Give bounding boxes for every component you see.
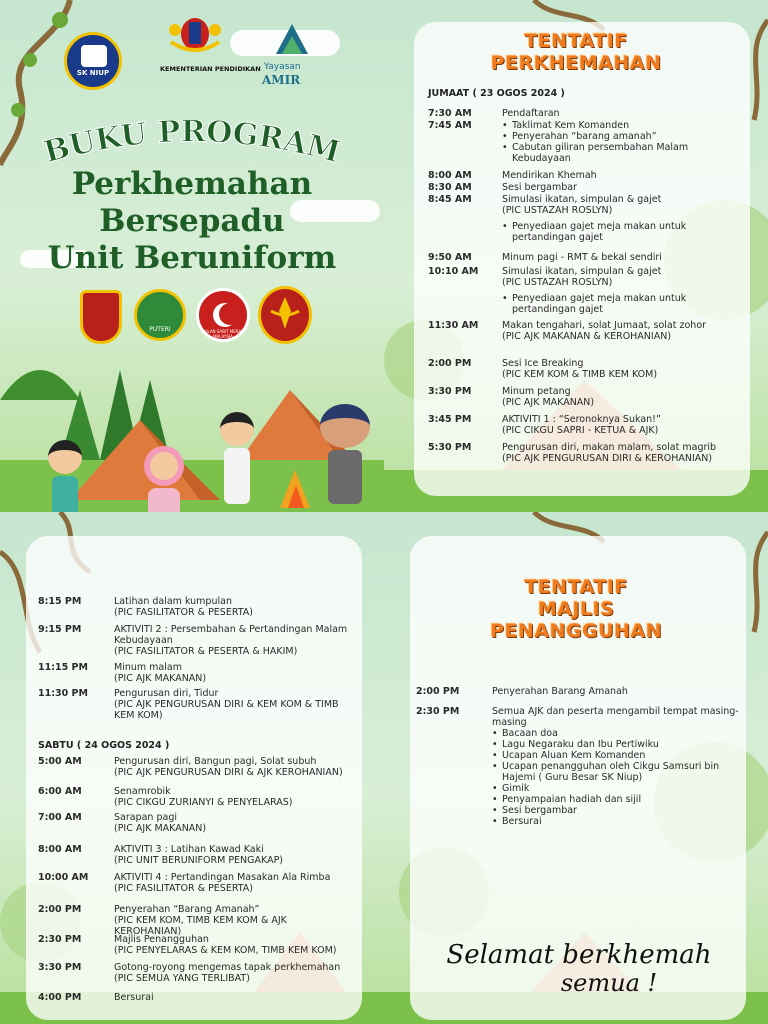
activity-text: Pengurusan diri, makan malam, solat magrib <box>502 442 717 453</box>
activity-bullets <box>502 120 734 164</box>
schedule-description <box>114 756 354 778</box>
schedule-time: 2:30 PM <box>416 706 460 717</box>
child-figure <box>320 404 370 508</box>
person-in-charge: (PIC CIKGU ZURIANYI & PENYELARAS) <box>114 797 293 808</box>
schedule-description <box>502 386 734 408</box>
person-in-charge: (PIC FASILITATOR & PESERTA) <box>114 883 254 894</box>
activity-text: Penyerahan “Barang Amanah” <box>114 904 260 915</box>
bullet-item: • Sesi bergambar <box>492 805 742 816</box>
bullet-item: • Lagu Negaraku dan Ibu Pertiwiku <box>492 739 742 750</box>
activity-bullets <box>492 728 742 827</box>
activity-text: Minum pagi - RMT & bekal sendiri <box>502 252 662 263</box>
bullet-item: • Gimik <box>492 783 742 794</box>
closing-message: Selamat berkhemah semua ! <box>446 940 712 997</box>
schedule-time: 2:00 PM <box>428 358 472 369</box>
schedule-time: 9:15 PM <box>38 624 82 635</box>
schedule-time: 6:00 AM <box>38 786 82 797</box>
title-line-3: Bersepadu <box>99 203 285 239</box>
person-in-charge: (PIC FASILITATOR & PESERTA) <box>114 607 254 618</box>
person-in-charge: (PIC FASILITATOR & PESERTA & HAKIM) <box>114 646 298 657</box>
activity-text: Pengurusan diri, Bangun pagi, Solat subuh <box>114 756 317 767</box>
kementerian-crest-icon <box>165 12 225 56</box>
person-in-charge: (PIC AJK MAKANAN) <box>502 397 595 408</box>
schedule-description <box>114 596 354 618</box>
schedule-time: 8:00 AM <box>428 170 472 181</box>
activity-text: AKTIVITI 4 : Pertandingan Masakan Ala Rimba <box>114 872 331 883</box>
schedule-description <box>502 320 734 342</box>
person-in-charge: (PIC PENYELARAS & KEM KOM, TIMB KEM KOM) <box>114 945 337 956</box>
activity-text: AKTIVITI 2 : Persembahan & Pertandingan Malam Kebudayaan <box>114 624 348 646</box>
person-in-charge: (PIC UNIT BERUNIFORM PENGAKAP) <box>114 855 284 866</box>
schedule-time: 7:30 AM <box>428 108 472 119</box>
activity-text: AKTIVITI 1 : “Seronoknya Sukan!” <box>502 414 661 425</box>
schedule-time: 7:45 AM <box>428 120 472 131</box>
schedule-time: 3:30 PM <box>38 962 82 973</box>
person-in-charge: (PIC SEMUA YANG TERLIBAT) <box>114 973 250 984</box>
schedule-time: 7:00 AM <box>38 812 82 823</box>
schedule-time: 3:45 PM <box>428 414 472 425</box>
schedule-description <box>114 812 354 834</box>
schedule-page-friday <box>384 0 768 512</box>
activity-bullets <box>502 221 734 243</box>
activity-text: Mendirikan Khemah <box>502 170 597 181</box>
person-in-charge: (PIC USTAZAH ROSLYN) <box>502 205 613 216</box>
bullet-item: • Bersurai <box>492 816 742 827</box>
activity-text: Pengurusan diri, Tidur <box>114 688 219 699</box>
activity-text: Minum malam <box>114 662 182 673</box>
schedule-description <box>114 786 354 808</box>
schedule-description <box>502 108 734 119</box>
activity-text: Sesi bergambar <box>502 182 577 193</box>
pandu-puteri-badge-icon <box>80 290 122 344</box>
activity-text: Sesi Ice Breaking <box>502 358 584 369</box>
person-in-charge: (PIC CIKGU SAPRI - KETUA & AJK) <box>502 425 659 436</box>
bullet-item: • Penyampaian hadiah dan sijil <box>492 794 742 805</box>
schedule-description <box>492 686 742 697</box>
child-figure <box>220 412 254 512</box>
schedule-description <box>502 414 734 436</box>
yayasan-amir-logo: Yayasan AMIR <box>262 22 322 92</box>
cover-title <box>0 120 384 277</box>
ceremony-title: TENTATIF MAJLIS PENANGGUHAN <box>489 576 663 642</box>
schedule-description <box>502 170 734 181</box>
activity-bullets <box>502 293 734 315</box>
schedule-time: 2:00 PM <box>416 686 460 697</box>
schedule-page-saturday <box>0 512 384 1024</box>
activity-text: Semua AJK dan peserta mengambil tempat masing-masing <box>492 706 739 728</box>
schedule-time: 8:45 AM <box>428 194 472 205</box>
person-in-charge: (PIC AJK PENGURUSAN DIRI & AJK KEROHANIAN) <box>114 767 343 778</box>
schedule-description <box>114 844 354 866</box>
schedule-description <box>502 266 734 315</box>
schedule-description <box>114 962 354 984</box>
schedule-description <box>114 904 354 937</box>
activity-text: Bersurai <box>114 992 154 1003</box>
bulan-sabit-merah-badge: BULAN SABIT MERAH MALAYSIA <box>196 288 250 342</box>
activity-text: Simulasi ikatan, simpulan & gajet <box>502 194 662 205</box>
schedule-time: 11:30 AM <box>428 320 479 331</box>
activity-text: Penyerahan Barang Amanah <box>492 686 628 697</box>
activity-text: Sarapan pagi <box>114 812 177 823</box>
day-heading: JUMAAT ( 23 OGOS 2024 ) <box>428 88 565 99</box>
schedule-description <box>114 872 354 894</box>
schedule-description <box>502 442 734 464</box>
schedule-description <box>114 934 354 956</box>
bullet-item: • Penyediaan gajet meja makan untuk pertandingan gajet <box>502 221 734 243</box>
person-in-charge: (PIC AJK MAKANAN & KEROHANIAN) <box>502 331 672 342</box>
person-in-charge: (PIC AJK PENGURUSAN DIRI & KEM KOM & TIMB KEM KOM) <box>114 699 339 721</box>
sk-niup-logo: SK NIUP <box>64 32 122 90</box>
person-in-charge: (PIC AJK MAKANAN) <box>114 673 207 684</box>
child-figure <box>48 440 82 512</box>
schedule-time: 5:30 PM <box>428 442 472 453</box>
schedule-time: 5:00 AM <box>38 756 82 767</box>
schedule-description <box>502 194 734 243</box>
person-in-charge: (PIC KEM KOM, TIMB KEM KOM & AJK KEROHANIAN) <box>114 915 287 937</box>
schedule-description <box>492 706 742 827</box>
activity-text: Gotong-royong mengemas tapak perkhemahan <box>114 962 341 973</box>
schedule-time: 8:30 AM <box>428 182 472 193</box>
puteri-islam-badge: PUTERI <box>134 289 186 341</box>
bullet-item: • Cabutan giliran persembahan Malam Kebudayaan <box>502 142 734 164</box>
activity-text: Minum petang <box>502 386 571 397</box>
schedule-description <box>114 624 354 657</box>
activity-text: Majlis Penangguhan <box>114 934 209 945</box>
activity-text: Senamrobik <box>114 786 171 797</box>
schedule-description <box>502 252 734 263</box>
schedule-description <box>502 358 734 380</box>
schedule-time: 4:00 PM <box>38 992 82 1003</box>
bullet-item: • Penyerahan “barang amanah” <box>502 131 734 142</box>
closing-ceremony-page <box>384 512 768 1024</box>
pengakap-badge-icon <box>258 286 312 344</box>
activity-text: Latihan dalam kumpulan <box>114 596 232 607</box>
bullet-item: • Penyediaan gajet meja makan untuk pertandingan gajet <box>502 293 734 315</box>
schedule-time: 2:30 PM <box>38 934 82 945</box>
activity-text: Pendaftaran <box>502 108 560 119</box>
schedule-time: 9:50 AM <box>428 252 472 263</box>
day-heading: SABTU ( 24 OGOS 2024 ) <box>38 740 170 751</box>
bullet-item: • Bacaan doa <box>492 728 742 739</box>
schedule-description <box>114 688 354 721</box>
title-arc <box>0 120 384 166</box>
title-line-4: Unit Beruniform <box>47 240 337 276</box>
svg-text:BUKU PROGRAM: BUKU PROGRAM <box>40 120 344 166</box>
activity-text: AKTIVITI 3 : Latihan Kawad Kaki <box>114 844 264 855</box>
schedule-time: 3:30 PM <box>428 386 472 397</box>
schedule-description <box>114 992 354 1003</box>
activity-text: Makan tengahari, solat Jumaat, solat zohor <box>502 320 707 331</box>
schedule-time: 8:15 PM <box>38 596 82 607</box>
title-line-2: Perkhemahan <box>71 166 313 202</box>
activity-text: Simulasi ikatan, simpulan & gajet <box>502 266 662 277</box>
person-in-charge: (PIC USTAZAH ROSLYN) <box>502 277 613 288</box>
person-in-charge: (PIC AJK MAKANAN) <box>114 823 207 834</box>
bullet-item: • Ucapan penangguhan oleh Cikgu Samsuri bin Hajemi ( Guru Besar SK Niup) <box>492 761 742 783</box>
bullet-item: • Taklimat Kem Komanden <box>502 120 734 131</box>
kementerian-label: KEMENTERIAN PENDIDIKAN <box>160 65 261 73</box>
schedule-time: 10:10 AM <box>428 266 479 277</box>
person-in-charge: (PIC AJK PENGURUSAN DIRI & KEROHANIAN) <box>502 453 713 464</box>
person-in-charge: (PIC KEM KOM & TIMB KEM KOM) <box>502 369 658 380</box>
child-figure <box>144 446 184 512</box>
schedule-title: TENTATIF PERKHEMAHAN <box>490 30 662 74</box>
schedule-time: 2:00 PM <box>38 904 82 915</box>
bullet-item: • Ucapan Aluan Kem Komanden <box>492 750 742 761</box>
schedule-time: 10:00 AM <box>38 872 89 883</box>
schedule-time: 8:00 AM <box>38 844 82 855</box>
schedule-time: 11:15 PM <box>38 662 88 673</box>
schedule-description <box>114 662 354 684</box>
schedule-description <box>502 120 734 164</box>
schedule-description <box>502 182 734 193</box>
cover-page <box>0 0 384 512</box>
schedule-time: 11:30 PM <box>38 688 88 699</box>
